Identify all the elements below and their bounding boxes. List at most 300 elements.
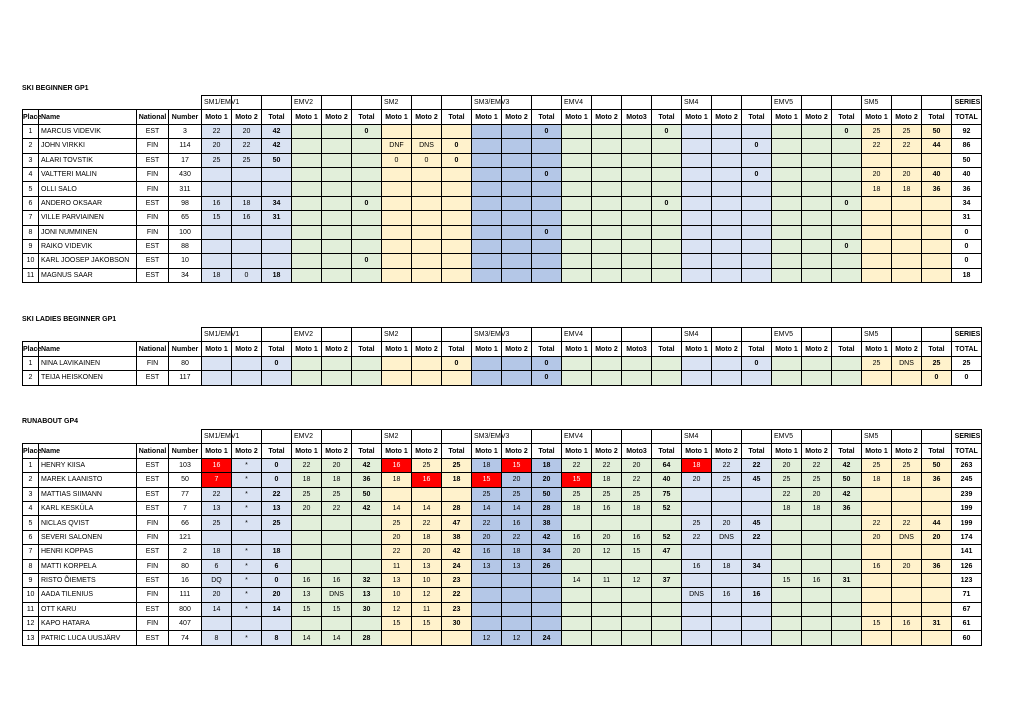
score-cell: 25 bbox=[892, 458, 922, 472]
score-cell: 40 bbox=[922, 167, 952, 181]
nation-cell: EST bbox=[137, 458, 169, 472]
score-cell: 25 bbox=[382, 516, 412, 530]
score-cell bbox=[352, 545, 382, 559]
score-cell bbox=[502, 196, 532, 210]
column-header: Moto 2 bbox=[502, 342, 532, 356]
score-cell bbox=[832, 225, 862, 239]
score-cell bbox=[832, 516, 862, 530]
group-header: SM5 bbox=[862, 328, 892, 342]
score-cell bbox=[622, 211, 652, 225]
score-cell bbox=[742, 602, 772, 616]
place-cell: 9 bbox=[23, 573, 39, 587]
score-cell bbox=[472, 167, 502, 181]
column-header: Moto 2 bbox=[712, 342, 742, 356]
score-cell bbox=[322, 545, 352, 559]
score-cell bbox=[472, 239, 502, 253]
score-cell bbox=[532, 182, 562, 196]
score-cell bbox=[712, 254, 742, 268]
score-cell: * bbox=[232, 458, 262, 472]
score-cell bbox=[682, 225, 712, 239]
score-cell: 8 bbox=[202, 631, 232, 645]
score-cell bbox=[442, 254, 472, 268]
group-header-filler bbox=[622, 328, 652, 342]
score-cell bbox=[742, 545, 772, 559]
score-cell: 0 bbox=[742, 167, 772, 181]
score-cell: 32 bbox=[352, 573, 382, 587]
score-cell bbox=[892, 254, 922, 268]
score-cell bbox=[652, 211, 682, 225]
score-cell bbox=[712, 124, 742, 138]
table-row bbox=[23, 545, 982, 559]
score-cell bbox=[322, 124, 352, 138]
column-header: Moto 1 bbox=[202, 444, 232, 458]
column-header: Moto 1 bbox=[562, 110, 592, 124]
column-header: Total bbox=[832, 110, 862, 124]
score-cell: 14 bbox=[292, 631, 322, 645]
blank-cell bbox=[23, 430, 202, 444]
score-cell bbox=[262, 182, 292, 196]
score-cell: 22 bbox=[742, 530, 772, 544]
score-cell bbox=[412, 225, 442, 239]
score-cell: 22 bbox=[622, 473, 652, 487]
score-cell bbox=[442, 196, 472, 210]
score-cell: 20 bbox=[682, 473, 712, 487]
score-cell: 25 bbox=[772, 473, 802, 487]
score-cell: 20 bbox=[262, 588, 292, 602]
group-header-filler bbox=[322, 96, 352, 110]
score-cell bbox=[832, 530, 862, 544]
score-cell: 16 bbox=[742, 588, 772, 602]
score-cell: 18 bbox=[712, 559, 742, 573]
place-cell: 10 bbox=[23, 588, 39, 602]
number-cell: 114 bbox=[169, 139, 202, 153]
score-cell: 0 bbox=[832, 196, 862, 210]
column-header: Moto 1 bbox=[562, 342, 592, 356]
score-cell bbox=[562, 631, 592, 645]
name-cell: MAREK LAANISTO bbox=[39, 473, 137, 487]
score-cell bbox=[202, 356, 232, 370]
score-cell bbox=[922, 588, 952, 602]
score-cell bbox=[922, 196, 952, 210]
nation-cell: EST bbox=[137, 545, 169, 559]
score-cell bbox=[682, 545, 712, 559]
results-table bbox=[22, 327, 982, 386]
score-cell bbox=[562, 225, 592, 239]
score-cell: 44 bbox=[922, 139, 952, 153]
column-header: Moto 2 bbox=[502, 110, 532, 124]
table-row bbox=[23, 124, 982, 138]
score-cell bbox=[562, 356, 592, 370]
score-cell bbox=[202, 167, 232, 181]
score-cell bbox=[802, 196, 832, 210]
score-cell: 23 bbox=[442, 573, 472, 587]
place-cell: 11 bbox=[23, 268, 39, 282]
score-cell bbox=[892, 487, 922, 501]
score-cell bbox=[472, 182, 502, 196]
table-row bbox=[23, 371, 982, 385]
column-header: Moto3 bbox=[622, 342, 652, 356]
column-header: Moto 1 bbox=[862, 444, 892, 458]
section-title: RUNABOUT GP4 bbox=[22, 418, 79, 425]
score-cell bbox=[592, 139, 622, 153]
score-cell bbox=[562, 196, 592, 210]
score-cell bbox=[862, 254, 892, 268]
group-header-filler bbox=[532, 430, 562, 444]
score-cell bbox=[472, 225, 502, 239]
score-cell bbox=[682, 139, 712, 153]
group-header-filler bbox=[742, 96, 772, 110]
column-header: Total bbox=[352, 110, 382, 124]
score-cell bbox=[322, 356, 352, 370]
score-cell: 20 bbox=[622, 458, 652, 472]
score-cell bbox=[442, 239, 472, 253]
score-cell bbox=[472, 588, 502, 602]
number-cell: 407 bbox=[169, 617, 202, 631]
score-cell bbox=[442, 225, 472, 239]
group-header-filler bbox=[892, 96, 922, 110]
score-cell: 18 bbox=[502, 545, 532, 559]
score-cell: 14 bbox=[562, 573, 592, 587]
score-cell: 23 bbox=[442, 602, 472, 616]
score-cell bbox=[622, 153, 652, 167]
number-cell: 88 bbox=[169, 239, 202, 253]
place-cell: 12 bbox=[23, 617, 39, 631]
group-header: SM2 bbox=[382, 430, 412, 444]
score-cell bbox=[352, 225, 382, 239]
column-header: Total bbox=[532, 342, 562, 356]
score-cell bbox=[412, 487, 442, 501]
score-cell: DQ bbox=[202, 573, 232, 587]
number-cell: 117 bbox=[169, 371, 202, 385]
score-cell: 25 bbox=[592, 487, 622, 501]
score-cell: 30 bbox=[352, 602, 382, 616]
group-header-filler bbox=[802, 430, 832, 444]
score-cell: 13 bbox=[292, 588, 322, 602]
score-cell bbox=[352, 268, 382, 282]
score-cell bbox=[532, 139, 562, 153]
group-header: SM3/EMV3 bbox=[472, 96, 502, 110]
score-cell bbox=[772, 516, 802, 530]
score-cell bbox=[292, 516, 322, 530]
score-cell: 25 bbox=[682, 516, 712, 530]
score-cell bbox=[712, 211, 742, 225]
score-cell bbox=[922, 153, 952, 167]
score-cell bbox=[862, 501, 892, 515]
score-cell bbox=[292, 124, 322, 138]
group-header-filler bbox=[622, 96, 652, 110]
column-header: Name bbox=[39, 110, 137, 124]
column-header: Moto 1 bbox=[292, 110, 322, 124]
place-cell: 11 bbox=[23, 602, 39, 616]
score-cell: 0 bbox=[952, 371, 982, 385]
place-cell: 6 bbox=[23, 196, 39, 210]
column-header: Number bbox=[169, 110, 202, 124]
score-cell bbox=[622, 588, 652, 602]
score-cell: 0 bbox=[532, 356, 562, 370]
column-header: Moto 2 bbox=[802, 110, 832, 124]
column-header: Moto 1 bbox=[382, 342, 412, 356]
score-cell bbox=[412, 196, 442, 210]
number-cell: 74 bbox=[169, 631, 202, 645]
score-cell: 16 bbox=[682, 559, 712, 573]
name-cell: VALTTERI MALIN bbox=[39, 167, 137, 181]
score-cell bbox=[322, 239, 352, 253]
score-cell: 20 bbox=[232, 124, 262, 138]
column-header: Place bbox=[23, 444, 39, 458]
column-header: Moto 2 bbox=[712, 110, 742, 124]
score-cell bbox=[652, 182, 682, 196]
score-cell: 18 bbox=[292, 473, 322, 487]
score-cell bbox=[922, 487, 952, 501]
score-cell bbox=[502, 239, 532, 253]
score-cell: 0 bbox=[532, 124, 562, 138]
score-cell bbox=[442, 631, 472, 645]
score-cell: 14 bbox=[472, 501, 502, 515]
group-header-filler bbox=[412, 96, 442, 110]
score-cell: 16 bbox=[202, 196, 232, 210]
score-cell: 18 bbox=[592, 473, 622, 487]
score-cell: 47 bbox=[442, 516, 472, 530]
column-header: Moto 2 bbox=[412, 342, 442, 356]
score-cell bbox=[922, 239, 952, 253]
score-cell bbox=[832, 371, 862, 385]
score-cell: 0 bbox=[352, 254, 382, 268]
group-header: EMV4 bbox=[562, 96, 592, 110]
score-cell bbox=[502, 588, 532, 602]
score-cell bbox=[712, 167, 742, 181]
score-cell bbox=[802, 268, 832, 282]
score-cell bbox=[742, 239, 772, 253]
score-cell: 13 bbox=[352, 588, 382, 602]
score-cell bbox=[862, 225, 892, 239]
group-header-filler bbox=[712, 328, 742, 342]
score-cell: 18 bbox=[322, 473, 352, 487]
score-cell: 18 bbox=[862, 182, 892, 196]
score-cell: 25 bbox=[862, 356, 892, 370]
score-cell bbox=[742, 211, 772, 225]
blank-cell bbox=[23, 328, 202, 342]
nation-cell: FIN bbox=[137, 516, 169, 530]
score-cell bbox=[532, 153, 562, 167]
score-cell: 20 bbox=[532, 473, 562, 487]
score-cell: 22 bbox=[202, 124, 232, 138]
column-header: Place bbox=[23, 342, 39, 356]
score-cell bbox=[712, 545, 742, 559]
score-cell bbox=[442, 182, 472, 196]
score-cell: * bbox=[232, 559, 262, 573]
nation-cell: FIN bbox=[137, 211, 169, 225]
score-cell bbox=[562, 182, 592, 196]
score-cell bbox=[502, 602, 532, 616]
score-cell bbox=[682, 602, 712, 616]
table-row bbox=[23, 573, 982, 587]
score-cell bbox=[652, 588, 682, 602]
score-cell bbox=[232, 356, 262, 370]
column-header: Moto 2 bbox=[412, 110, 442, 124]
score-cell: 199 bbox=[952, 501, 982, 515]
column-header: Moto 1 bbox=[292, 342, 322, 356]
score-cell: 0 bbox=[532, 371, 562, 385]
number-cell: 77 bbox=[169, 487, 202, 501]
number-cell: 121 bbox=[169, 530, 202, 544]
score-cell bbox=[592, 124, 622, 138]
score-cell: 20 bbox=[382, 530, 412, 544]
score-cell: 28 bbox=[532, 501, 562, 515]
score-cell bbox=[712, 487, 742, 501]
score-cell bbox=[502, 182, 532, 196]
score-cell: 34 bbox=[952, 196, 982, 210]
group-header-filler bbox=[442, 430, 472, 444]
score-cell: 18 bbox=[622, 501, 652, 515]
score-cell: 18 bbox=[892, 182, 922, 196]
score-cell: 42 bbox=[352, 501, 382, 515]
score-cell bbox=[502, 124, 532, 138]
score-cell: 18 bbox=[262, 268, 292, 282]
score-cell bbox=[382, 211, 412, 225]
score-cell bbox=[682, 196, 712, 210]
score-cell: 22 bbox=[862, 139, 892, 153]
score-cell bbox=[862, 211, 892, 225]
score-cell: 47 bbox=[652, 545, 682, 559]
score-cell bbox=[862, 196, 892, 210]
score-cell bbox=[502, 225, 532, 239]
score-cell bbox=[232, 371, 262, 385]
score-cell: * bbox=[232, 473, 262, 487]
score-cell bbox=[922, 631, 952, 645]
name-cell: KAPO HATARA bbox=[39, 617, 137, 631]
group-header-filler bbox=[592, 430, 622, 444]
score-cell bbox=[892, 573, 922, 587]
score-cell bbox=[712, 196, 742, 210]
score-cell: 16 bbox=[862, 559, 892, 573]
group-header-filler bbox=[442, 96, 472, 110]
score-cell: 7 bbox=[202, 473, 232, 487]
score-cell: 0 bbox=[952, 239, 982, 253]
group-header: SM1/EMV1 bbox=[202, 328, 232, 342]
score-cell: 18 bbox=[382, 473, 412, 487]
score-cell: 123 bbox=[952, 573, 982, 587]
column-header: Total bbox=[352, 342, 382, 356]
nation-cell: EST bbox=[137, 501, 169, 515]
score-cell: 0 bbox=[262, 573, 292, 587]
group-header-filler bbox=[652, 96, 682, 110]
score-cell: 0 bbox=[652, 196, 682, 210]
score-cell bbox=[802, 211, 832, 225]
score-cell bbox=[412, 254, 442, 268]
score-cell: 22 bbox=[502, 530, 532, 544]
group-header-filler bbox=[892, 430, 922, 444]
score-cell: 18 bbox=[772, 501, 802, 515]
group-header: SM4 bbox=[682, 328, 712, 342]
group-header: EMV2 bbox=[292, 96, 322, 110]
score-cell: * bbox=[232, 573, 262, 587]
group-header: SM5 bbox=[862, 430, 892, 444]
group-header-filler bbox=[322, 328, 352, 342]
score-cell: 25 bbox=[472, 487, 502, 501]
score-cell bbox=[592, 182, 622, 196]
score-cell bbox=[472, 153, 502, 167]
score-cell bbox=[352, 153, 382, 167]
score-cell bbox=[442, 487, 472, 501]
score-cell bbox=[802, 254, 832, 268]
table-row bbox=[23, 631, 982, 645]
score-cell bbox=[532, 617, 562, 631]
score-cell: 15 bbox=[412, 617, 442, 631]
score-cell bbox=[772, 631, 802, 645]
score-cell: 0 bbox=[262, 473, 292, 487]
score-cell bbox=[592, 371, 622, 385]
column-header: Total bbox=[922, 342, 952, 356]
score-cell bbox=[742, 254, 772, 268]
score-cell bbox=[352, 516, 382, 530]
score-cell: 22 bbox=[742, 458, 772, 472]
score-cell: 38 bbox=[442, 530, 472, 544]
score-cell bbox=[322, 254, 352, 268]
score-cell: 6 bbox=[202, 559, 232, 573]
score-cell: 0 bbox=[352, 124, 382, 138]
score-cell: 52 bbox=[652, 530, 682, 544]
score-cell bbox=[802, 371, 832, 385]
column-header: Moto 1 bbox=[292, 444, 322, 458]
score-cell bbox=[592, 254, 622, 268]
group-header-filler bbox=[712, 96, 742, 110]
score-cell bbox=[832, 182, 862, 196]
nation-cell: FIN bbox=[137, 356, 169, 370]
score-cell: 12 bbox=[412, 588, 442, 602]
score-cell: 0 bbox=[532, 225, 562, 239]
score-cell: 40 bbox=[952, 167, 982, 181]
score-cell: 10 bbox=[382, 588, 412, 602]
score-cell: 0 bbox=[742, 356, 772, 370]
group-header-filler bbox=[442, 328, 472, 342]
score-cell bbox=[592, 356, 622, 370]
score-cell: 0 bbox=[442, 139, 472, 153]
score-cell bbox=[622, 268, 652, 282]
nation-cell: FIN bbox=[137, 139, 169, 153]
score-cell: 14 bbox=[412, 501, 442, 515]
column-header: Moto3 bbox=[622, 110, 652, 124]
score-cell bbox=[622, 196, 652, 210]
column-header: Name bbox=[39, 444, 137, 458]
score-cell: 141 bbox=[952, 545, 982, 559]
score-cell bbox=[862, 268, 892, 282]
score-cell: 25 bbox=[862, 124, 892, 138]
results-table bbox=[22, 95, 982, 283]
score-cell bbox=[802, 516, 832, 530]
column-header: Place bbox=[23, 110, 39, 124]
column-header: Moto 2 bbox=[892, 110, 922, 124]
score-cell bbox=[892, 239, 922, 253]
score-cell bbox=[532, 239, 562, 253]
table-row bbox=[23, 153, 982, 167]
score-cell: 199 bbox=[952, 516, 982, 530]
score-cell bbox=[562, 153, 592, 167]
score-cell bbox=[292, 356, 322, 370]
score-cell bbox=[652, 167, 682, 181]
number-cell: 80 bbox=[169, 356, 202, 370]
score-cell bbox=[682, 487, 712, 501]
column-header: Total bbox=[442, 342, 472, 356]
score-cell bbox=[232, 225, 262, 239]
group-header-filler bbox=[262, 96, 292, 110]
score-cell bbox=[322, 516, 352, 530]
column-header: National bbox=[137, 342, 169, 356]
score-cell bbox=[682, 153, 712, 167]
column-header: Moto 2 bbox=[232, 444, 262, 458]
group-header: EMV2 bbox=[292, 430, 322, 444]
column-header: Moto 1 bbox=[772, 110, 802, 124]
column-header: Moto 1 bbox=[202, 342, 232, 356]
